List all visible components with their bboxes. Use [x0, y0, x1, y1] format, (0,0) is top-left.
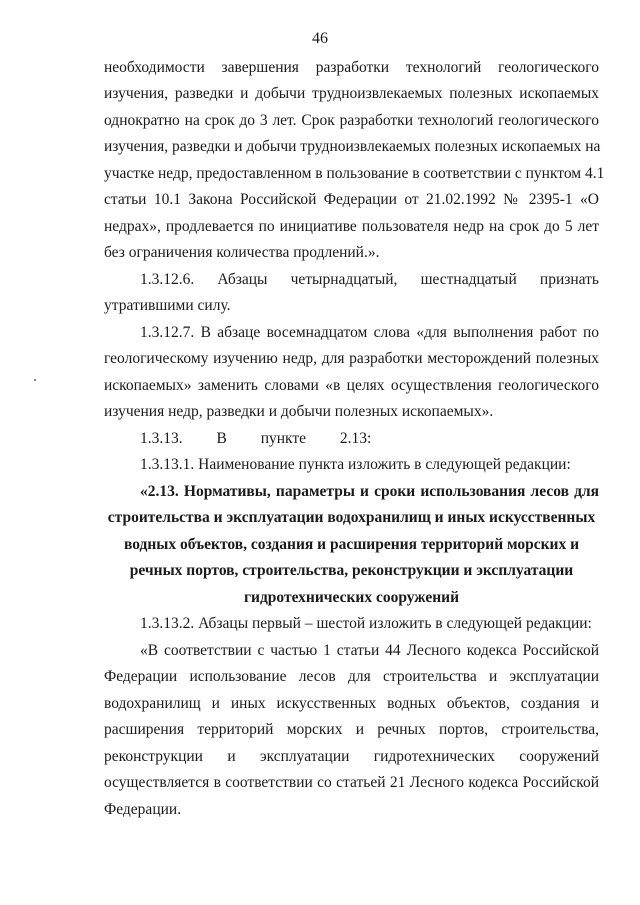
text-line: участке недр, предоставленном в пользование в соответствии с пунктом 4.1 — [104, 165, 605, 182]
text-line: реконструкции и эксплуатации гидротехнических сооружений — [104, 748, 599, 765]
text-line: 1.3.13.2. Абзацы первый – шестой изложить в следующей редакции: — [140, 615, 592, 632]
text-line: статьи 10.1 Закона Российской Федерации от 21.02.1992 № 2395-1 «О — [104, 191, 599, 208]
text-line: осуществляется в соответствии со статьей 21 Лесного кодекса Российской — [104, 774, 599, 791]
text-line: изучения, разведки и добычи трудноизвлекаемых полезных ископаемых на — [104, 138, 601, 155]
text-line: Федерации использование лесов для строительства и эксплуатации — [104, 668, 599, 685]
text-line: однократно на срок до 3 лет. Срок разработки технологий геологического — [104, 112, 599, 129]
text-line: недрах», продлевается по инициативе пользователя недр на срок до 5 лет — [104, 218, 599, 235]
text-line: расширения территорий морских и речных портов, строительства, — [104, 721, 599, 738]
heading-line: водных объектов, создания и расширения территорий морских и — [123, 536, 580, 553]
text-line: 1.3.13.1. Наименование пункта изложить в следующей редакции: — [140, 456, 571, 473]
text-line: необходимости завершения разработки технологий геологического — [104, 59, 599, 76]
text-line: геологическому изучению недр, для разработки месторождений полезных — [104, 350, 599, 367]
text-line: водохранилищ и иных искусственных водных объектов, создания и — [104, 695, 599, 712]
text-line: «В соответствии с частью 1 статьи 44 Лесного кодекса Российской — [140, 642, 599, 659]
heading-line: «2.13. Нормативы, параметры и сроки использования лесов для — [140, 483, 599, 500]
text-line: ископаемых» заменить словами «в целях осуществления геологического — [104, 377, 599, 394]
text-line: изучения недр, разведки и добычи полезных ископаемых». — [104, 403, 494, 420]
text-line: 1.3.13. В пункте 2.13: — [140, 430, 372, 447]
scan-speck — [34, 379, 36, 381]
heading-line: речных портов, строительства, реконструкции и эксплуатации — [129, 562, 574, 579]
heading-line: гидротехнических сооружений — [244, 589, 459, 606]
text-line: 1.3.12.6. Абзацы четырнадцатый, шестнадцатый признать — [140, 271, 599, 288]
text-line: 1.3.12.7. В абзаце восемнадцатом слова «для выполнения работ по — [140, 324, 599, 341]
page-number: 46 — [312, 30, 328, 47]
text-line: изучения, разведки и добычи трудноизвлекаемых полезных ископаемых — [104, 85, 599, 102]
text-line: утратившими силу. — [104, 297, 231, 314]
text-line: без ограничения количества продлений.». — [104, 244, 380, 261]
text-line: Федерации. — [104, 801, 182, 818]
heading-line: строительства и эксплуатации водохранилищ и иных искусственных — [107, 509, 596, 526]
